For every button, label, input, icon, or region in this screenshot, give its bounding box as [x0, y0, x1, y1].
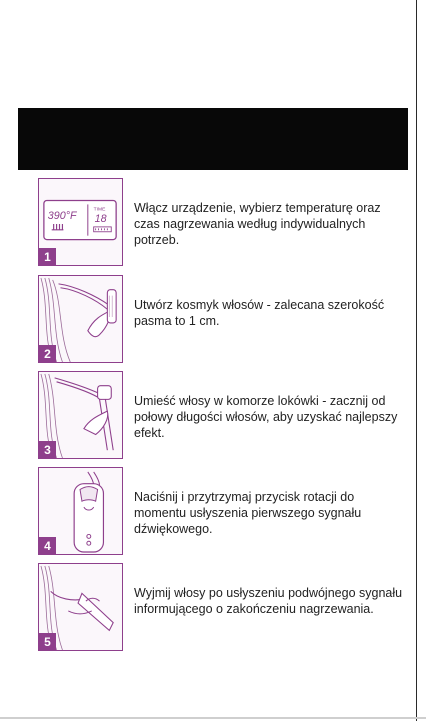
step-text: Utwórz kosmyk włosów - zalecana szerokość pasma to 1 cm. [134, 298, 385, 328]
lcd-temperature: 390°F [47, 210, 77, 223]
step-5 [38, 563, 408, 651]
step-1-illustration [38, 178, 123, 266]
frame-border-bottom [0, 717, 426, 719]
step-3 [38, 371, 408, 459]
step-text: Naciśnij i przytrzymaj przycisk rotacji do momentu usłyszenia pierwszego sygnału dźwiękowego. [134, 490, 362, 536]
header-bar [18, 108, 408, 170]
lcd-time-label: TIME [93, 207, 106, 213]
step-3-illustration [38, 371, 123, 459]
step-text: Włącz urządzenie, wybierz temperaturę oraz czas nagrzewania według indywidualnych potrzeb. [134, 201, 381, 247]
step-4 [38, 467, 408, 555]
step-2-illustration [38, 275, 123, 363]
lcd-time-value: 18 [94, 213, 107, 225]
step-number: 2 [39, 345, 56, 362]
step-number: 1 [39, 248, 56, 265]
step-5-illustration [38, 563, 123, 651]
step-number: 5 [39, 633, 56, 650]
frame-border-right [416, 0, 417, 721]
step-number: 4 [39, 537, 56, 554]
step-1 [38, 178, 408, 266]
step-text: Umieść włosy w komorze lokówki - zacznij od połowy długości włosów, aby uzyskać najlepszy efekt. [134, 394, 398, 440]
step-2 [38, 275, 408, 363]
step-4-illustration [38, 467, 123, 555]
step-text: Wyjmij włosy po usłyszeniu podwójnego sygnału informującego o zakończeniu nagrzewania. [134, 586, 403, 616]
step-number: 3 [39, 441, 56, 458]
